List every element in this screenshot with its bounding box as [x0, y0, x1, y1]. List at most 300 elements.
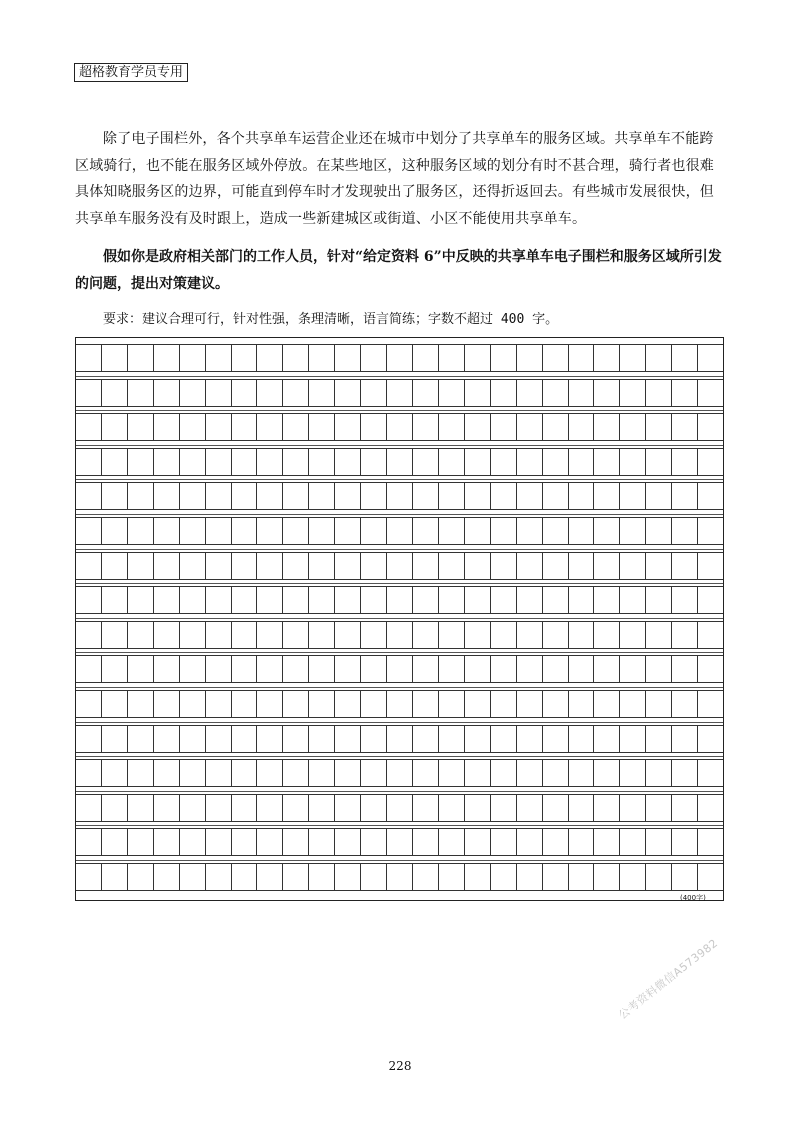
grid-cell[interactable]	[646, 344, 672, 372]
grid-cell[interactable]	[257, 828, 283, 856]
grid-cell[interactable]	[646, 379, 672, 407]
grid-cell[interactable]	[387, 552, 413, 580]
grid-cell[interactable]	[361, 344, 387, 372]
grid-cell[interactable]	[309, 413, 335, 441]
grid-cell[interactable]	[128, 725, 154, 753]
grid-cell[interactable]	[387, 621, 413, 649]
grid-cell[interactable]	[232, 482, 258, 510]
grid-cell[interactable]	[283, 690, 309, 718]
grid-cell[interactable]	[283, 482, 309, 510]
grid-cell[interactable]	[491, 344, 517, 372]
grid-cell[interactable]	[128, 759, 154, 787]
grid-cell[interactable]	[309, 448, 335, 476]
grid-cell[interactable]	[646, 621, 672, 649]
grid-cell[interactable]	[180, 448, 206, 476]
grid-cell[interactable]	[257, 552, 283, 580]
grid-cell[interactable]	[257, 482, 283, 510]
grid-cell[interactable]	[491, 863, 517, 891]
grid-cell[interactable]	[102, 759, 128, 787]
grid-cell[interactable]	[672, 794, 698, 822]
grid-cell[interactable]	[76, 586, 102, 614]
grid-cell[interactable]	[232, 344, 258, 372]
grid-cell[interactable]	[206, 794, 232, 822]
grid-cell[interactable]	[620, 448, 646, 476]
grid-cell[interactable]	[387, 655, 413, 683]
grid-cell[interactable]	[361, 828, 387, 856]
grid-cell[interactable]	[698, 586, 723, 614]
grid-cell[interactable]	[517, 448, 543, 476]
grid-cell[interactable]	[543, 448, 569, 476]
grid-cell[interactable]	[102, 794, 128, 822]
grid-cell[interactable]	[387, 690, 413, 718]
grid-cell[interactable]	[76, 794, 102, 822]
grid-cell[interactable]	[283, 379, 309, 407]
grid-cell[interactable]	[491, 586, 517, 614]
answer-grid[interactable]	[75, 337, 724, 901]
grid-cell[interactable]	[180, 759, 206, 787]
grid-cell[interactable]	[283, 517, 309, 545]
grid-cell[interactable]	[698, 448, 723, 476]
grid-cell[interactable]	[491, 482, 517, 510]
grid-cell[interactable]	[517, 690, 543, 718]
grid-cell[interactable]	[517, 828, 543, 856]
grid-cell[interactable]	[672, 344, 698, 372]
grid-cell[interactable]	[154, 517, 180, 545]
grid-cell[interactable]	[413, 759, 439, 787]
grid-cell[interactable]	[543, 759, 569, 787]
grid-cell[interactable]	[128, 828, 154, 856]
grid-cell[interactable]	[439, 690, 465, 718]
grid-cell[interactable]	[620, 725, 646, 753]
grid-cell[interactable]	[646, 690, 672, 718]
grid-cell[interactable]	[102, 690, 128, 718]
grid-cell[interactable]	[594, 655, 620, 683]
grid-cell[interactable]	[361, 794, 387, 822]
grid-cell[interactable]	[439, 413, 465, 441]
grid-cell[interactable]	[102, 586, 128, 614]
grid-cell[interactable]	[465, 690, 491, 718]
grid-cell[interactable]	[102, 344, 128, 372]
grid-cell[interactable]	[335, 586, 361, 614]
grid-cell[interactable]	[646, 586, 672, 614]
grid-cell[interactable]	[232, 759, 258, 787]
grid-cell[interactable]	[206, 448, 232, 476]
grid-cell[interactable]	[439, 621, 465, 649]
grid-cell[interactable]	[102, 379, 128, 407]
grid-cell[interactable]	[102, 621, 128, 649]
grid-cell[interactable]	[232, 413, 258, 441]
grid-cell[interactable]	[361, 552, 387, 580]
grid-cell[interactable]	[335, 517, 361, 545]
grid-cell[interactable]	[465, 655, 491, 683]
grid-cell[interactable]	[439, 552, 465, 580]
grid-cell[interactable]	[439, 482, 465, 510]
grid-cell[interactable]	[154, 448, 180, 476]
grid-cell[interactable]	[76, 482, 102, 510]
grid-cell[interactable]	[361, 690, 387, 718]
grid-cell[interactable]	[128, 621, 154, 649]
grid-cell[interactable]	[335, 413, 361, 441]
grid-cell[interactable]	[76, 517, 102, 545]
grid-cell[interactable]	[206, 552, 232, 580]
grid-cell[interactable]	[387, 517, 413, 545]
grid-cell[interactable]	[387, 794, 413, 822]
grid-cell[interactable]	[102, 725, 128, 753]
grid-cell[interactable]	[180, 828, 206, 856]
grid-cell[interactable]	[491, 552, 517, 580]
grid-cell[interactable]	[465, 586, 491, 614]
grid-cell[interactable]	[309, 759, 335, 787]
grid-cell[interactable]	[517, 552, 543, 580]
grid-cell[interactable]	[491, 794, 517, 822]
grid-cell[interactable]	[439, 448, 465, 476]
grid-cell[interactable]	[387, 482, 413, 510]
grid-cell[interactable]	[543, 379, 569, 407]
grid-cell[interactable]	[232, 379, 258, 407]
grid-cell[interactable]	[232, 655, 258, 683]
grid-cell[interactable]	[465, 413, 491, 441]
grid-cell[interactable]	[232, 690, 258, 718]
grid-cell[interactable]	[646, 794, 672, 822]
grid-cell[interactable]	[672, 517, 698, 545]
grid-cell[interactable]	[128, 794, 154, 822]
grid-cell[interactable]	[543, 552, 569, 580]
grid-cell[interactable]	[698, 725, 723, 753]
grid-cell[interactable]	[206, 344, 232, 372]
grid-cell[interactable]	[517, 863, 543, 891]
grid-cell[interactable]	[180, 863, 206, 891]
grid-cell[interactable]	[413, 517, 439, 545]
grid-cell[interactable]	[283, 552, 309, 580]
grid-cell[interactable]	[309, 379, 335, 407]
grid-cell[interactable]	[283, 586, 309, 614]
grid-cell[interactable]	[232, 517, 258, 545]
grid-cell[interactable]	[569, 586, 595, 614]
grid-cell[interactable]	[698, 344, 723, 372]
grid-cell[interactable]	[543, 690, 569, 718]
grid-cell[interactable]	[76, 828, 102, 856]
grid-cell[interactable]	[206, 586, 232, 614]
grid-cell[interactable]	[206, 413, 232, 441]
grid-cell[interactable]	[413, 552, 439, 580]
grid-cell[interactable]	[517, 759, 543, 787]
grid-cell[interactable]	[387, 863, 413, 891]
grid-cell[interactable]	[76, 863, 102, 891]
grid-cell[interactable]	[620, 482, 646, 510]
grid-cell[interactable]	[620, 586, 646, 614]
grid-cell[interactable]	[594, 448, 620, 476]
grid-cell[interactable]	[102, 863, 128, 891]
grid-cell[interactable]	[465, 828, 491, 856]
grid-cell[interactable]	[569, 344, 595, 372]
grid-cell[interactable]	[154, 586, 180, 614]
grid-cell[interactable]	[672, 690, 698, 718]
grid-cell[interactable]	[154, 863, 180, 891]
grid-cell[interactable]	[465, 379, 491, 407]
grid-cell[interactable]	[309, 725, 335, 753]
grid-cell[interactable]	[594, 344, 620, 372]
grid-cell[interactable]	[335, 863, 361, 891]
grid-cell[interactable]	[335, 828, 361, 856]
grid-cell[interactable]	[594, 863, 620, 891]
grid-cell[interactable]	[257, 517, 283, 545]
grid-cell[interactable]	[620, 690, 646, 718]
grid-cell[interactable]	[569, 828, 595, 856]
grid-cell[interactable]	[413, 344, 439, 372]
grid-cell[interactable]	[465, 725, 491, 753]
grid-cell[interactable]	[361, 413, 387, 441]
grid-cell[interactable]	[569, 413, 595, 441]
grid-cell[interactable]	[257, 344, 283, 372]
grid-cell[interactable]	[309, 794, 335, 822]
grid-cell[interactable]	[387, 344, 413, 372]
grid-cell[interactable]	[672, 863, 698, 891]
grid-cell[interactable]	[517, 413, 543, 441]
grid-cell[interactable]	[180, 655, 206, 683]
grid-cell[interactable]	[543, 863, 569, 891]
grid-cell[interactable]	[620, 863, 646, 891]
grid-cell[interactable]	[594, 690, 620, 718]
grid-cell[interactable]	[361, 655, 387, 683]
grid-cell[interactable]	[232, 586, 258, 614]
grid-cell[interactable]	[180, 725, 206, 753]
grid-cell[interactable]	[309, 517, 335, 545]
grid-cell[interactable]	[232, 863, 258, 891]
grid-cell[interactable]	[465, 552, 491, 580]
grid-cell[interactable]	[413, 794, 439, 822]
grid-cell[interactable]	[257, 621, 283, 649]
grid-cell[interactable]	[154, 379, 180, 407]
grid-cell[interactable]	[672, 552, 698, 580]
grid-cell[interactable]	[76, 725, 102, 753]
grid-cell[interactable]	[491, 828, 517, 856]
grid-cell[interactable]	[698, 621, 723, 649]
grid-cell[interactable]	[283, 794, 309, 822]
grid-cell[interactable]	[413, 586, 439, 614]
grid-cell[interactable]	[283, 344, 309, 372]
grid-cell[interactable]	[517, 482, 543, 510]
grid-cell[interactable]	[257, 794, 283, 822]
grid-cell[interactable]	[646, 482, 672, 510]
grid-cell[interactable]	[465, 794, 491, 822]
grid-cell[interactable]	[283, 655, 309, 683]
grid-cell[interactable]	[569, 379, 595, 407]
grid-cell[interactable]	[154, 725, 180, 753]
grid-cell[interactable]	[646, 552, 672, 580]
grid-cell[interactable]	[102, 655, 128, 683]
grid-cell[interactable]	[517, 586, 543, 614]
grid-cell[interactable]	[698, 517, 723, 545]
grid-cell[interactable]	[517, 655, 543, 683]
grid-cell[interactable]	[257, 413, 283, 441]
grid-cell[interactable]	[154, 759, 180, 787]
grid-cell[interactable]	[335, 655, 361, 683]
grid-cell[interactable]	[335, 690, 361, 718]
grid-cell[interactable]	[76, 413, 102, 441]
grid-cell[interactable]	[620, 517, 646, 545]
grid-cell[interactable]	[76, 655, 102, 683]
grid-cell[interactable]	[76, 621, 102, 649]
grid-cell[interactable]	[620, 379, 646, 407]
grid-cell[interactable]	[646, 863, 672, 891]
grid-cell[interactable]	[543, 655, 569, 683]
grid-cell[interactable]	[413, 655, 439, 683]
grid-cell[interactable]	[309, 828, 335, 856]
grid-cell[interactable]	[439, 759, 465, 787]
grid-cell[interactable]	[232, 621, 258, 649]
grid-cell[interactable]	[232, 448, 258, 476]
grid-cell[interactable]	[154, 794, 180, 822]
grid-cell[interactable]	[206, 690, 232, 718]
grid-cell[interactable]	[439, 517, 465, 545]
grid-cell[interactable]	[413, 482, 439, 510]
grid-cell[interactable]	[257, 863, 283, 891]
grid-cell[interactable]	[698, 413, 723, 441]
grid-cell[interactable]	[206, 759, 232, 787]
grid-cell[interactable]	[491, 759, 517, 787]
grid-cell[interactable]	[698, 794, 723, 822]
grid-cell[interactable]	[232, 725, 258, 753]
grid-cell[interactable]	[465, 863, 491, 891]
grid-cell[interactable]	[465, 344, 491, 372]
grid-cell[interactable]	[698, 863, 723, 891]
grid-cell[interactable]	[517, 379, 543, 407]
grid-cell[interactable]	[620, 621, 646, 649]
grid-cell[interactable]	[594, 586, 620, 614]
grid-cell[interactable]	[620, 759, 646, 787]
grid-cell[interactable]	[283, 413, 309, 441]
grid-cell[interactable]	[102, 448, 128, 476]
grid-cell[interactable]	[102, 517, 128, 545]
grid-cell[interactable]	[594, 828, 620, 856]
grid-cell[interactable]	[180, 482, 206, 510]
grid-cell[interactable]	[413, 863, 439, 891]
grid-cell[interactable]	[257, 586, 283, 614]
grid-cell[interactable]	[413, 690, 439, 718]
grid-cell[interactable]	[154, 690, 180, 718]
grid-cell[interactable]	[154, 413, 180, 441]
grid-cell[interactable]	[335, 621, 361, 649]
grid-cell[interactable]	[465, 759, 491, 787]
grid-cell[interactable]	[335, 552, 361, 580]
grid-cell[interactable]	[672, 482, 698, 510]
grid-cell[interactable]	[569, 621, 595, 649]
grid-cell[interactable]	[128, 413, 154, 441]
grid-cell[interactable]	[672, 655, 698, 683]
grid-cell[interactable]	[76, 448, 102, 476]
grid-cell[interactable]	[569, 690, 595, 718]
grid-cell[interactable]	[76, 552, 102, 580]
grid-cell[interactable]	[257, 448, 283, 476]
grid-cell[interactable]	[569, 448, 595, 476]
grid-cell[interactable]	[283, 759, 309, 787]
grid-cell[interactable]	[569, 482, 595, 510]
grid-cell[interactable]	[620, 552, 646, 580]
grid-cell[interactable]	[620, 413, 646, 441]
grid-cell[interactable]	[154, 344, 180, 372]
grid-cell[interactable]	[543, 586, 569, 614]
grid-cell[interactable]	[232, 794, 258, 822]
grid-cell[interactable]	[128, 344, 154, 372]
grid-cell[interactable]	[594, 517, 620, 545]
grid-cell[interactable]	[439, 586, 465, 614]
grid-cell[interactable]	[206, 655, 232, 683]
grid-cell[interactable]	[646, 655, 672, 683]
grid-cell[interactable]	[672, 828, 698, 856]
grid-cell[interactable]	[569, 655, 595, 683]
grid-cell[interactable]	[698, 552, 723, 580]
grid-cell[interactable]	[491, 690, 517, 718]
grid-cell[interactable]	[76, 759, 102, 787]
grid-cell[interactable]	[128, 552, 154, 580]
grid-cell[interactable]	[646, 759, 672, 787]
grid-cell[interactable]	[335, 344, 361, 372]
grid-cell[interactable]	[180, 344, 206, 372]
grid-cell[interactable]	[309, 621, 335, 649]
grid-cell[interactable]	[569, 552, 595, 580]
grid-cell[interactable]	[620, 828, 646, 856]
grid-cell[interactable]	[439, 794, 465, 822]
grid-cell[interactable]	[439, 344, 465, 372]
grid-cell[interactable]	[569, 794, 595, 822]
grid-cell[interactable]	[594, 552, 620, 580]
grid-cell[interactable]	[543, 621, 569, 649]
grid-cell[interactable]	[672, 586, 698, 614]
grid-cell[interactable]	[491, 725, 517, 753]
grid-cell[interactable]	[180, 690, 206, 718]
grid-cell[interactable]	[283, 828, 309, 856]
grid-cell[interactable]	[309, 482, 335, 510]
grid-cell[interactable]	[335, 448, 361, 476]
grid-cell[interactable]	[594, 725, 620, 753]
grid-cell[interactable]	[620, 655, 646, 683]
grid-cell[interactable]	[387, 413, 413, 441]
grid-cell[interactable]	[257, 655, 283, 683]
grid-cell[interactable]	[76, 690, 102, 718]
grid-cell[interactable]	[180, 379, 206, 407]
grid-cell[interactable]	[206, 517, 232, 545]
grid-cell[interactable]	[517, 344, 543, 372]
grid-cell[interactable]	[672, 379, 698, 407]
grid-cell[interactable]	[672, 448, 698, 476]
grid-cell[interactable]	[646, 517, 672, 545]
grid-cell[interactable]	[543, 828, 569, 856]
grid-cell[interactable]	[594, 379, 620, 407]
grid-cell[interactable]	[128, 863, 154, 891]
grid-cell[interactable]	[413, 448, 439, 476]
grid-cell[interactable]	[517, 794, 543, 822]
grid-cell[interactable]	[361, 621, 387, 649]
grid-cell[interactable]	[335, 759, 361, 787]
grid-cell[interactable]	[309, 655, 335, 683]
grid-cell[interactable]	[232, 552, 258, 580]
grid-cell[interactable]	[283, 725, 309, 753]
grid-cell[interactable]	[387, 586, 413, 614]
grid-cell[interactable]	[698, 655, 723, 683]
grid-cell[interactable]	[698, 759, 723, 787]
grid-cell[interactable]	[154, 482, 180, 510]
grid-cell[interactable]	[594, 482, 620, 510]
grid-cell[interactable]	[361, 759, 387, 787]
grid-cell[interactable]	[646, 413, 672, 441]
grid-cell[interactable]	[569, 863, 595, 891]
grid-cell[interactable]	[361, 379, 387, 407]
grid-cell[interactable]	[335, 794, 361, 822]
grid-cell[interactable]	[543, 482, 569, 510]
grid-cell[interactable]	[128, 379, 154, 407]
grid-cell[interactable]	[309, 586, 335, 614]
grid-cell[interactable]	[491, 379, 517, 407]
